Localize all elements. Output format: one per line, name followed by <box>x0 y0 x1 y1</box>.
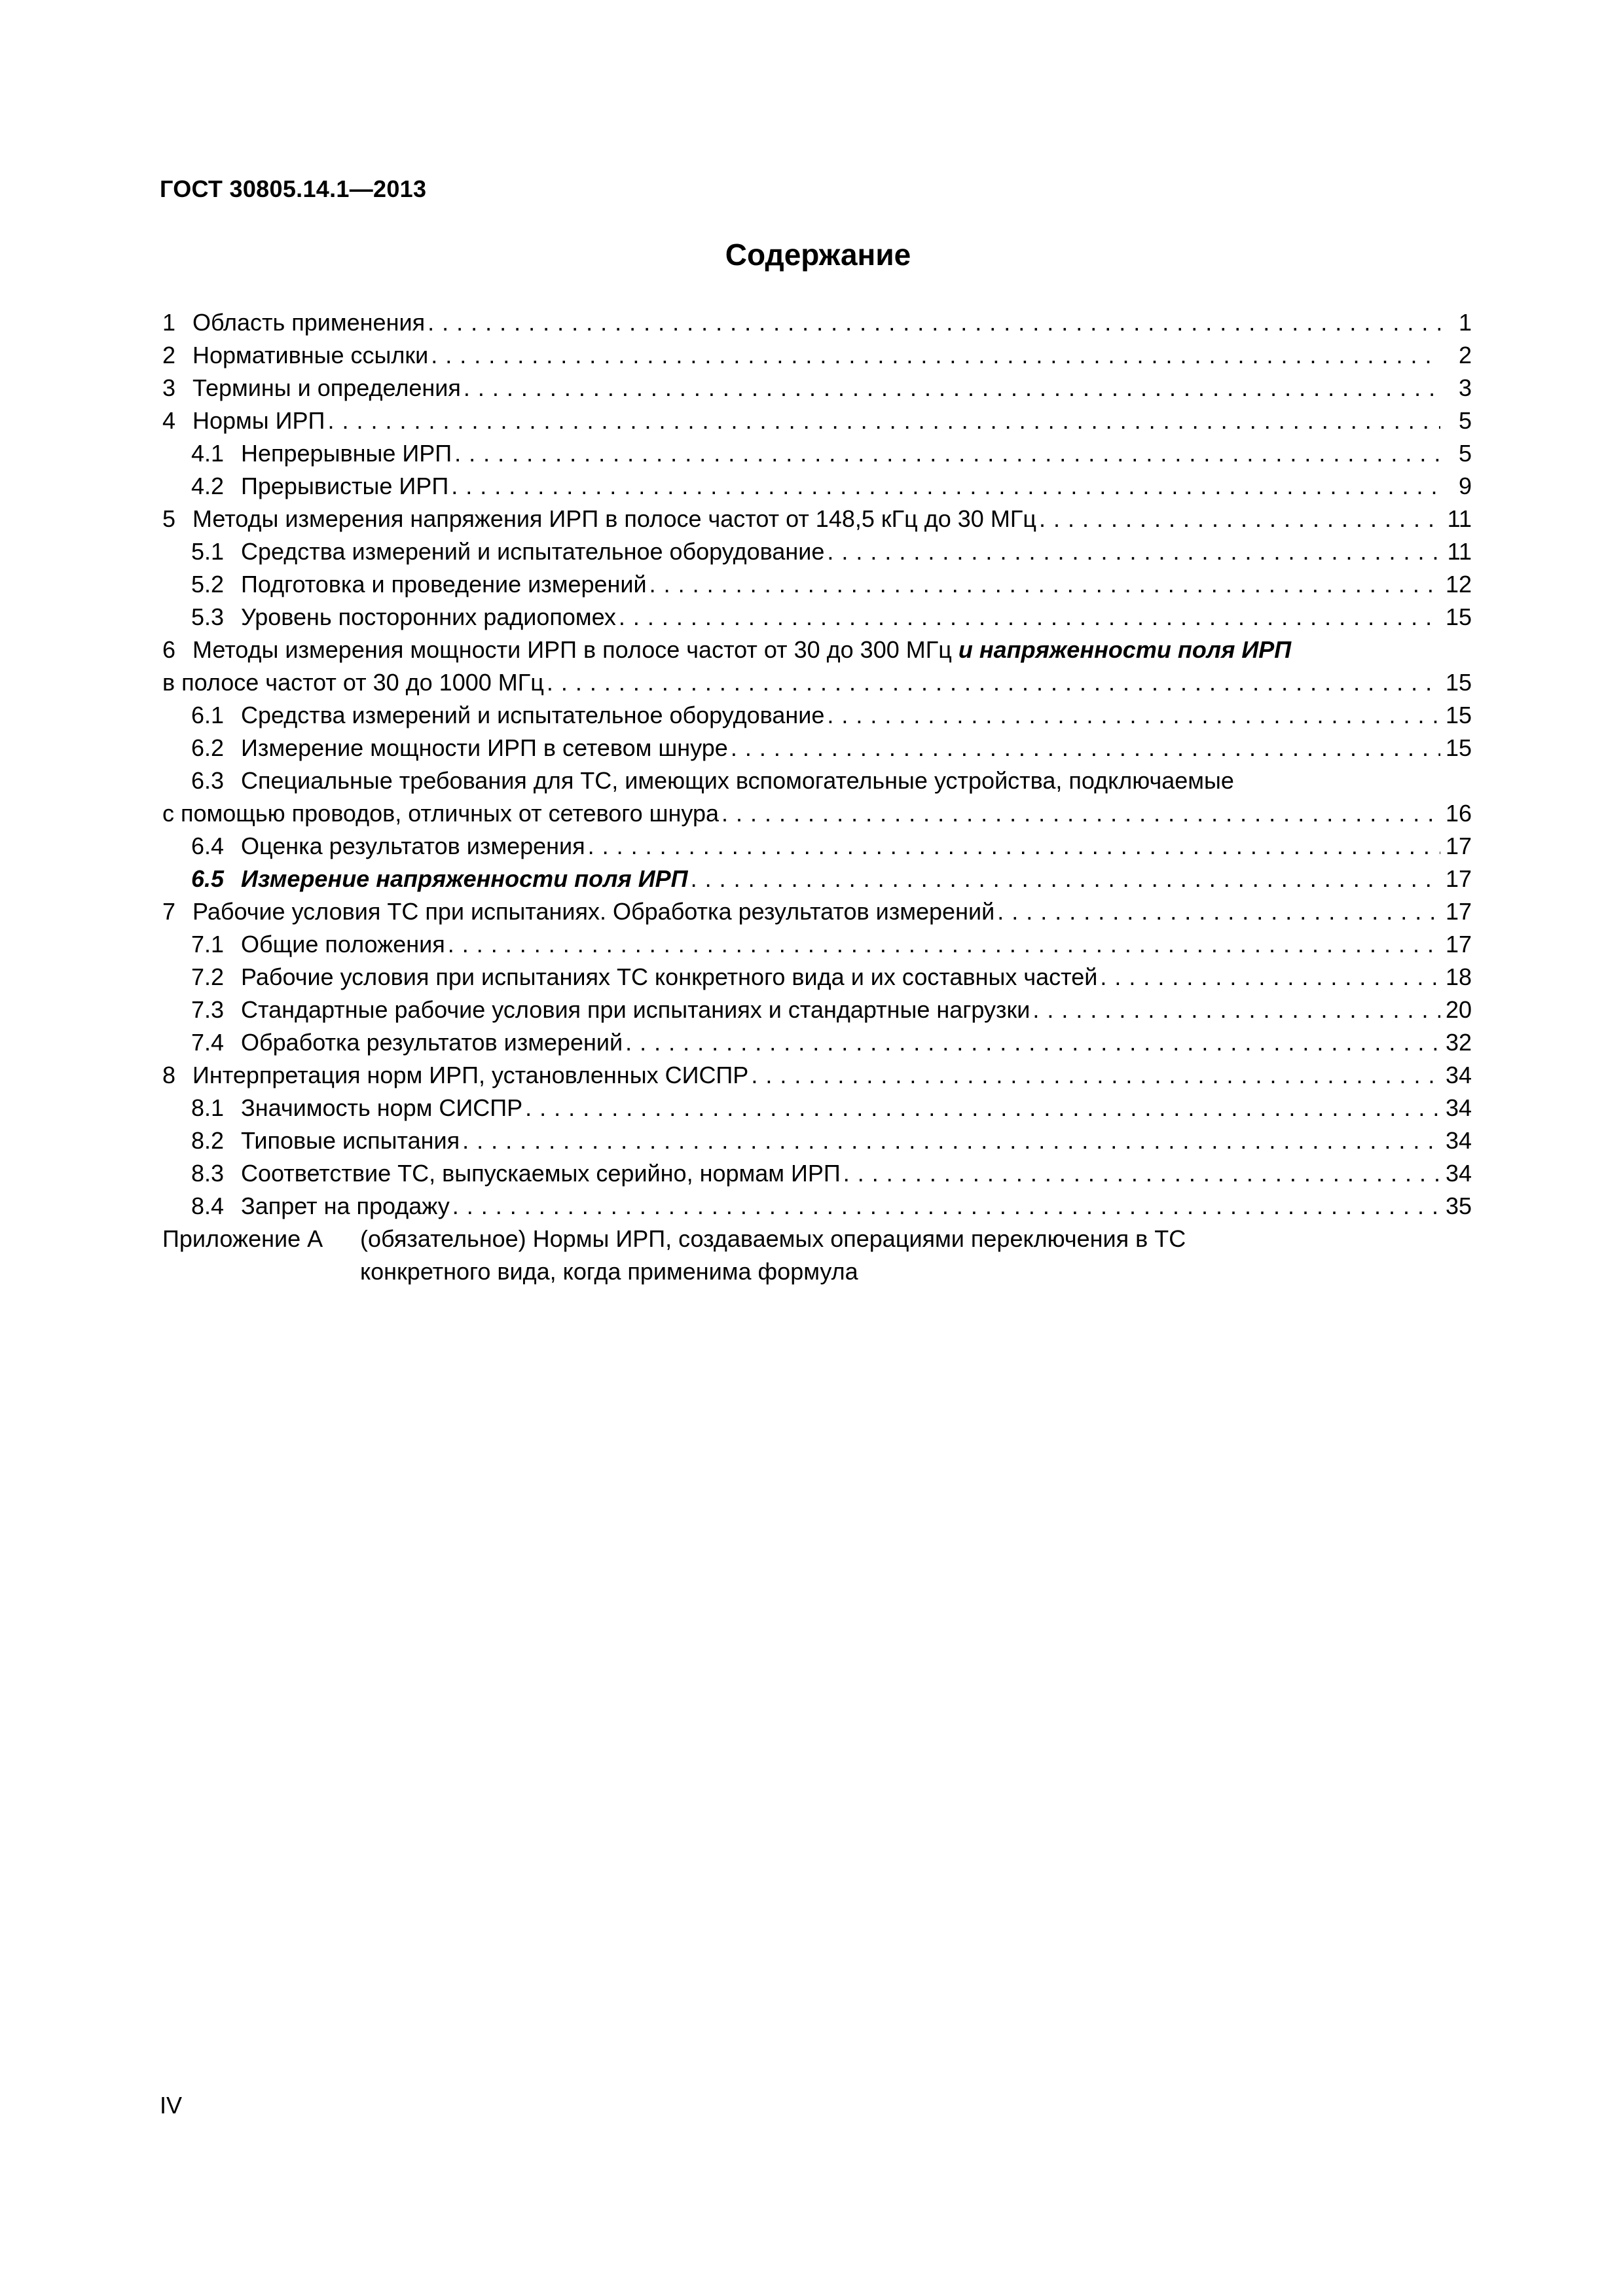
toc-entry <box>162 830 1472 863</box>
toc-entry <box>162 339 1472 372</box>
toc-entry-number: 6.1 <box>191 702 225 728</box>
toc-entry-page: 16 <box>1445 800 1472 827</box>
toc-entry-number: 4.1 <box>191 440 225 467</box>
toc-leader-dots <box>721 797 1440 830</box>
toc-entry-title: Средства измерений и испытательное оборудование <box>241 702 825 728</box>
appendix-title-line1: (обязательное) Нормы ИРП, создаваемых операциями переключения в ТС <box>360 1225 1186 1252</box>
toc-entry-number: 6.4 <box>191 833 225 859</box>
toc-entry-page: 3 <box>1458 374 1472 401</box>
toc-entry-page: 15 <box>1445 669 1472 696</box>
toc-entry <box>162 1190 1472 1223</box>
toc-entry-page: 12 <box>1445 571 1472 598</box>
toc-entry-page: 15 <box>1445 702 1472 728</box>
toc-entry <box>162 535 1472 568</box>
toc-entry-number: 7.3 <box>191 996 225 1023</box>
toc-entry-title: Общие положения <box>241 931 445 958</box>
toc-entry-page: 5 <box>1458 407 1472 434</box>
toc-entry-title: Прерывистые ИРП <box>241 473 449 499</box>
toc-entry-number: 6.3 <box>191 767 225 794</box>
appendix-label: Приложение А <box>162 1225 323 1252</box>
toc-leader-dots <box>464 372 1440 404</box>
toc-entry-title: Оценка результатов измерения <box>241 833 585 859</box>
toc-leader-dots <box>588 830 1440 863</box>
toc-entry <box>162 764 1472 797</box>
page-title: Содержание <box>725 238 911 272</box>
toc-entry-number: 5.2 <box>191 571 225 598</box>
toc-entry-number: 7.4 <box>191 1029 225 1056</box>
toc-entry-page: 15 <box>1445 603 1472 630</box>
toc-entry-title: Специальные требования для ТС, имеющих вспомогательные устройства, подключаемые <box>241 767 1234 794</box>
toc-entry-number: 7 <box>162 898 176 925</box>
toc-entry-page: 17 <box>1445 833 1472 859</box>
toc-entry <box>162 372 1472 404</box>
toc-entry-page: 11 <box>1447 538 1472 565</box>
toc-entry <box>162 1059 1472 1092</box>
toc-entry-number: 8 <box>162 1062 176 1088</box>
toc-entry <box>162 404 1472 437</box>
page-number: IV <box>160 2092 183 2119</box>
toc-entry-title: Измерение мощности ИРП в сетевом шнуре <box>241 734 728 761</box>
toc-entry-title-line2: в полосе частот от 30 до 1000 МГц <box>162 669 544 696</box>
toc-leader-dots <box>619 601 1440 634</box>
toc-entry-number: 7.1 <box>191 931 225 958</box>
toc-leader-dots <box>462 1124 1440 1157</box>
toc-leader-dots <box>327 404 1440 437</box>
toc-leader-dots <box>997 895 1440 928</box>
toc-leader-dots <box>1039 503 1440 535</box>
toc-leader-dots <box>827 699 1440 732</box>
toc-entry <box>162 1026 1472 1059</box>
toc-entry-number: 5 <box>162 505 176 532</box>
toc-entry-page: 32 <box>1445 1029 1472 1056</box>
toc-entry-number: 4.2 <box>191 473 225 499</box>
toc-entry-title: Значимость норм СИСПР <box>241 1094 523 1121</box>
toc-entry-page: 34 <box>1445 1127 1472 1154</box>
toc-entry-title: Область применения <box>192 309 426 336</box>
toc-entry-continuation <box>162 797 1472 830</box>
toc-entry-number: 5.1 <box>191 538 225 565</box>
toc-leader-dots <box>454 437 1440 470</box>
toc-entry <box>162 634 1472 666</box>
toc-entry-title-line2: с помощью проводов, отличных от сетевого шнура <box>162 800 720 827</box>
toc-entry <box>162 895 1472 928</box>
toc-entry-page: 34 <box>1445 1160 1472 1187</box>
toc-leader-dots <box>649 568 1440 601</box>
toc-entry-page: 11 <box>1447 505 1472 532</box>
toc-entry-title: Термины и определения <box>192 374 461 401</box>
toc-entry-page: 17 <box>1445 898 1472 925</box>
toc-entry-number: 8.3 <box>191 1160 225 1187</box>
toc-entry <box>162 503 1472 535</box>
toc-entry-number: 6.5 <box>191 865 225 892</box>
toc-entry-page: 2 <box>1458 342 1472 368</box>
toc-entry-page: 5 <box>1458 440 1472 467</box>
toc-entry-page: 20 <box>1445 996 1472 1023</box>
toc-entry-number: 4 <box>162 407 176 434</box>
toc-entry-title-emphasis: и напряженности поля ИРП <box>958 636 1292 663</box>
toc-leader-dots <box>1032 994 1440 1026</box>
toc-entry-number: 6.2 <box>191 734 225 761</box>
toc-leader-dots <box>691 863 1440 895</box>
toc-entry <box>162 928 1472 961</box>
toc-leader-dots <box>525 1092 1440 1124</box>
toc-entry-number: 5.3 <box>191 603 225 630</box>
toc-entry <box>162 732 1472 764</box>
toc-entry-continuation <box>162 666 1472 699</box>
toc-leader-dots <box>448 928 1440 961</box>
toc-entry-page: 9 <box>1458 473 1472 499</box>
toc-entry <box>162 601 1472 634</box>
toc-entry-title: Интерпретация норм ИРП, установленных СИСПР <box>192 1062 749 1088</box>
toc-entry-page: 17 <box>1445 865 1472 892</box>
toc-entry <box>162 306 1472 339</box>
toc-entry-title: Измерение напряженности поля ИРП <box>241 865 688 892</box>
toc-leader-dots <box>547 666 1440 699</box>
toc-entry-title: Подготовка и проведение измерений <box>241 571 647 598</box>
toc-entry <box>162 1157 1472 1190</box>
toc-entry <box>162 1092 1472 1124</box>
table-of-contents <box>162 306 1472 1288</box>
toc-entry-page: 18 <box>1445 963 1472 990</box>
toc-entry-title: Обработка результатов измерений <box>241 1029 623 1056</box>
document-header: ГОСТ 30805.14.1—2013 <box>160 175 427 202</box>
toc-entry-page: 15 <box>1445 734 1472 761</box>
toc-entry <box>162 994 1472 1026</box>
toc-entry-title <box>192 634 1291 666</box>
toc-entry-number: 7.2 <box>191 963 225 990</box>
toc-entry-number: 8.4 <box>191 1193 225 1219</box>
toc-entry-page: 34 <box>1445 1062 1472 1088</box>
toc-leader-dots <box>1100 961 1440 994</box>
toc-entry-number: 8.1 <box>191 1094 225 1121</box>
toc-leader-dots <box>452 1190 1440 1223</box>
toc-entry-number: 2 <box>162 342 176 368</box>
toc-entry-page: 1 <box>1458 309 1472 336</box>
toc-entry <box>162 863 1472 895</box>
toc-leader-dots <box>827 535 1440 568</box>
toc-entry <box>162 961 1472 994</box>
toc-entry <box>162 699 1472 732</box>
toc-entry-number: 6 <box>162 636 176 663</box>
toc-leader-dots <box>625 1026 1440 1059</box>
toc-entry-title: Уровень посторонних радиопомех <box>241 603 616 630</box>
toc-entry-title: Непрерывные ИРП <box>241 440 452 467</box>
toc-leader-dots <box>843 1157 1440 1190</box>
toc-entry-number: 8.2 <box>191 1127 225 1154</box>
toc-entry-page: 35 <box>1445 1193 1472 1219</box>
toc-entry-title: Средства измерений и испытательное оборудование <box>241 538 825 565</box>
toc-entry-title: Рабочие условия при испытаниях ТС конкретного вида и их составных частей <box>241 963 1098 990</box>
appendix-entry <box>162 1223 1472 1255</box>
toc-entry-number: 1 <box>162 309 176 336</box>
toc-entry-title: Стандартные рабочие условия при испытаниях и стандартные нагрузки <box>241 996 1030 1023</box>
toc-leader-dots <box>751 1059 1440 1092</box>
toc-entry <box>162 470 1472 503</box>
toc-entry-title: Запрет на продажу <box>241 1193 450 1219</box>
appendix-entry-continuation <box>162 1255 1472 1288</box>
toc-entry-title: Типовые испытания <box>241 1127 460 1154</box>
toc-entry <box>162 1124 1472 1157</box>
toc-entry-title-part: Методы измерения мощности ИРП в полосе частот от 30 до 300 МГц <box>192 636 952 663</box>
toc-leader-dots <box>731 732 1440 764</box>
toc-entry-title: Методы измерения напряжения ИРП в полосе частот от 148,5 кГц до 30 МГц <box>192 505 1036 532</box>
appendix-title-line2: конкретного вида, когда применима формула <box>360 1258 858 1285</box>
toc-entry-title: Рабочие условия ТС при испытаниях. Обработка результатов измерений <box>192 898 995 925</box>
toc-entry-page: 17 <box>1445 931 1472 958</box>
toc-entry-number: 3 <box>162 374 176 401</box>
toc-entry-title: Нормативные ссылки <box>192 342 429 368</box>
toc-entry-title: Нормы ИРП <box>192 407 325 434</box>
toc-leader-dots <box>428 306 1440 339</box>
toc-leader-dots <box>431 339 1440 372</box>
toc-entry <box>162 437 1472 470</box>
toc-entry-page: 34 <box>1445 1094 1472 1121</box>
toc-entry-title: Соответствие ТС, выпускаемых серийно, нормам ИРП <box>241 1160 841 1187</box>
toc-entry <box>162 568 1472 601</box>
toc-leader-dots <box>451 470 1440 503</box>
